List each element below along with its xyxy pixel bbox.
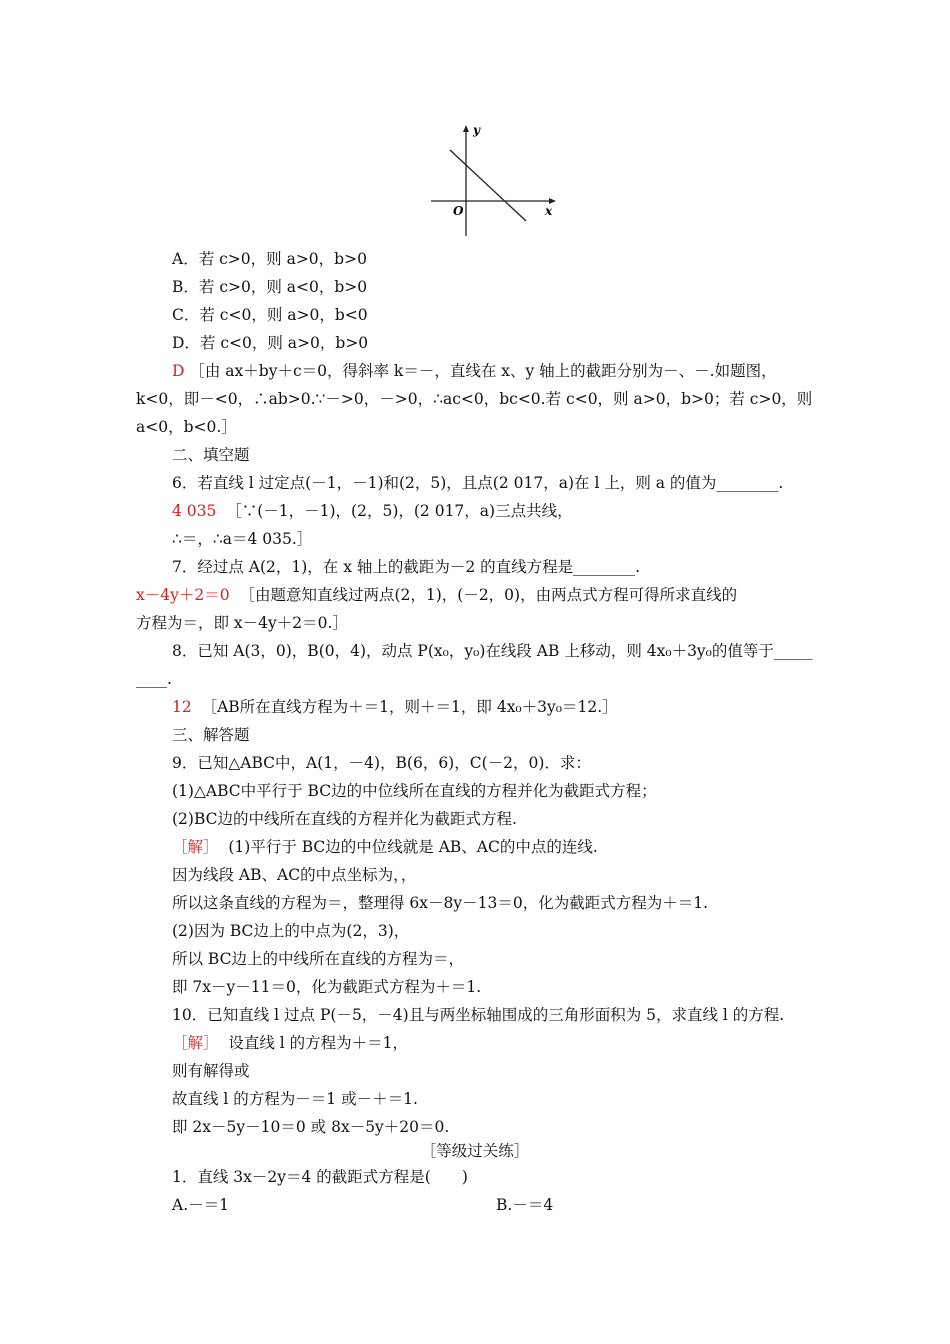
q7-answer: x－4y＋2＝0 <box>136 586 230 604</box>
q7-explain-2: 方程为＝，即 x－4y＋2＝0.］ <box>136 614 348 632</box>
q5-answer-letter: D <box>172 362 185 380</box>
q8-explain: ［AB所在直线方程为＋＝1，则＋＝1，即 4x₀＋3y₀＝12.］ <box>201 698 618 716</box>
q10-solution-line1 <box>172 1032 408 1054</box>
level-practice-title: ［等级过关练］ <box>420 1142 530 1160</box>
q9-sol-4: (2)因为 BC边上的中点为(2，3)， <box>172 922 410 940</box>
q9-sol-5: 所以 BC边上的中线所在直线的方程为＝， <box>172 950 464 968</box>
y-axis-arrow <box>463 125 469 132</box>
q9-part-1: (1)△ABC中平行于 BC边的中位线所在直线的方程并化为截距式方程； <box>172 782 657 800</box>
option-a: A．若 c>0，则 a>0，b>0 <box>172 250 367 268</box>
x-axis-label: x <box>545 204 553 218</box>
q8-answer-line <box>172 696 618 718</box>
q9-sol-6: 即 7x－y－11＝0，化为截距式方程为＋＝1. <box>172 978 482 996</box>
q8-question-2: ____. <box>136 670 172 688</box>
q6-answer: 4 035 <box>172 502 217 520</box>
section-fill-in: 二、填空题 <box>172 446 250 464</box>
q9-part-2: (2)BC边的中线所在直线的方程并化为截距式方程. <box>172 810 517 828</box>
level-q1-option-b: B.－＝4 <box>496 1196 554 1214</box>
q9-sol-3: 所以这条直线的方程为＝，整理得 6x－8y－13＝0，化为截距式方程为＋＝1. <box>172 894 709 912</box>
q8-answer: 12 <box>172 698 192 716</box>
q5-explain-2: k<0，即－<0，∴ab>0.∵－>0，－>0，∴ac<0，bc<0.若 c<0，则 a>0，b>0；若 c>0，则 <box>136 390 813 408</box>
q7-explain-1: ［由题意知直线过两点(2，1)，(－2，0)，由两点式方程可得所求直线的 <box>239 586 738 604</box>
option-d: D．若 c<0，则 a>0，b>0 <box>172 334 369 352</box>
q10-sol-1: 设直线 l 的方程为＋＝1， <box>228 1034 409 1052</box>
option-c: C．若 c<0，则 a>0，b<0 <box>172 306 368 324</box>
q5-explain-3: a<0，b<0.］ <box>136 418 237 436</box>
q6-question: 6．若直线 l 过定点(－1，－1)和(2，5)，且点(2 017，a)在 l 上，则 a 的值为________. <box>172 474 784 492</box>
q9-solution-line1 <box>172 836 598 858</box>
section-solutions: 三、解答题 <box>172 726 250 744</box>
q10-sol-3: 故直线 l 的方程为－＝1 或－＋＝1. <box>172 1090 418 1108</box>
origin-label: O <box>453 204 464 218</box>
q5-answer-line1 <box>172 360 777 382</box>
level-q1-option-a: A.－＝1 <box>172 1196 229 1214</box>
q5-explain-1: ［由 ax＋by＋c＝0，得斜率 k＝－，直线在 x、y 轴上的截距分别为－、－.如题图， <box>189 362 777 380</box>
q7-question: 7．经过点 A(2，1)，在 x 轴上的截距为－2 的直线方程是________. <box>172 558 641 576</box>
q10-sol-4: 即 2x－5y－10＝0 或 8x－5y＋20＝0. <box>172 1118 450 1136</box>
q10-sol-2: 则有解得或 <box>172 1062 250 1080</box>
option-b: B．若 c>0，则 a<0，b>0 <box>172 278 368 296</box>
q7-answer-line <box>136 584 737 606</box>
q6-explain-1: ［∵(－1，－1)，(2，5)，(2 017，a)三点共线， <box>226 502 573 520</box>
q9-sol-1: (1)平行于 BC边的中位线就是 AB、AC的中点的连线. <box>228 838 598 856</box>
coordinate-figure <box>425 122 565 242</box>
q10-solution-tag: ［解］ <box>172 1034 219 1052</box>
y-axis-label: y <box>473 123 480 137</box>
level-q1-question: 1．直线 3x－2y＝4 的截距式方程是( ) <box>172 1168 468 1186</box>
q10-question: 10．已知直线 l 过点 P(－5，－4)且与两坐标轴围成的三角形面积为 5，求直线 l 的方程. <box>172 1006 785 1024</box>
q8-question-1: 8．已知 A(3，0)，B(0，4)，动点 P(x₀，y₀)在线段 AB 上移动，则 4x₀＋3y₀的值等于_____ <box>172 642 813 660</box>
q6-answer-line <box>172 500 573 522</box>
q9-question: 9．已知△ABC中，A(1，－4)，B(6，6)，C(－2，0)．求： <box>172 754 591 772</box>
q9-solution-tag: ［解］ <box>172 838 219 856</box>
q9-sol-2: 因为线段 AB、AC的中点坐标为，， <box>172 866 417 884</box>
q6-explain-2: ∴＝，∴a＝4 035.］ <box>172 530 313 548</box>
